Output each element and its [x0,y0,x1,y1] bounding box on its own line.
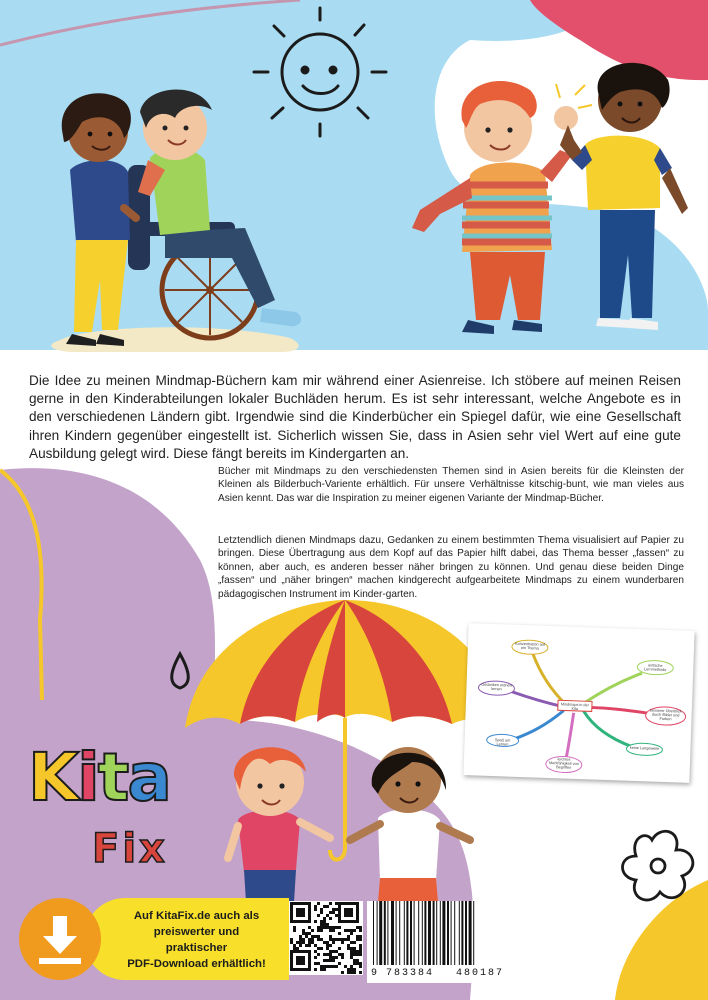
barcode-digits-right: 480187 [456,968,505,979]
barcode-digit-prefix: 9 [371,968,378,979]
qr-code-pattern [289,901,363,975]
qr-code[interactable] [289,901,363,975]
qr-finder [296,908,305,917]
yellow-corner [615,880,708,1000]
logo-fix: Fix [92,826,168,872]
promo-line: preiswerter und [153,926,240,938]
logo-letter: i [77,739,98,816]
paragraph-mindmap-purpose: Letztendlich dienen Mindmaps dazu, Gedanken zu einem bestimmten Thema visualisiert auf Papier zu bringen. Diese Übertragung aus dem Kopf auf das Papier hilft dabei, das Thema besser „fassen“ zu können, aber auch, es anderen besser näher bringen zu können. Und genau diese beiden Dinge „fassen“ und „näher bringen“ machen kindgerecht aufgearbeitete Mindmaps zu einem wunderbaren pädagogischen Instrument im Kinder-garten. [218,535,684,600]
promo-line: PDF-Download erhältlich! [127,958,266,970]
qr-finder [344,908,353,917]
promo-banner[interactable] [84,898,289,980]
mindmap-node: keine Langeweile [629,745,660,751]
mindmap-node: einfache Lernmethode [643,663,667,673]
promo-line: praktischer [165,942,228,954]
kitafix-logo [28,739,170,816]
barcode-bars [367,901,527,967]
download-icon [19,898,101,980]
logo-letter: a [127,739,170,816]
promo-line: Auf KitaFix.de auch als [133,910,260,922]
intro-text: Die Idee zu meinen Mindmap-Büchern kam mir während einer Asienreise. Ich stöbere auf meinen Reisen gerne in den Kinderabteilungen lokaler Buchläden herum. Es ist sehr interessant, welche Angebote es in den verschiedenen Ländern gibt. Irgendwie sind die Kinderbücher ein Spiegel dafür, wie eine Gesellschaft ihren Kindern gegenüber eingestellt ist. Sicherlich wissen Sie, dass in Asien sehr viel Wert auf eine gute Ausbildung gelegt wird. Diese fängt bereits im Kindergarten an. [29,373,681,461]
flower-icon [623,831,693,900]
mindmap-node: Konzentration auf ein Thema [515,641,545,651]
mindmap-preview-image [463,623,694,783]
mindmap-center-label: Mindmaps in der Kita [560,702,590,712]
logo-letter: t [97,739,128,816]
qr-finder [296,956,305,965]
paragraph-inspiration: Bücher mit Mindmaps zu den verschiedensten Themen sind in Asien bereits für die Kleinsten der Kleinen als Bilderbuch-Variente erhältlich. Für unsere Verhältnisse kitschig-bunt, wie man vieles aus Asien kennt. Das war die Inspiration zu meiner eigenen Variante der Mindmap-Bücher. [218,466,684,504]
mindmap-node: Gedanken ordnen lernen [481,682,512,692]
barcode-digits-left: 783384 [386,968,435,979]
download-button[interactable] [19,898,101,980]
mindmap-node: besserer Überblick durch Bilder und Farben [649,708,682,722]
mindmap-node: Spaß am Lernen [494,738,511,747]
logo-letter: K [28,739,78,816]
logo-kita [28,739,170,816]
mindmap-node: leichtes Merkfähigkeit von Begriffen [548,757,579,771]
